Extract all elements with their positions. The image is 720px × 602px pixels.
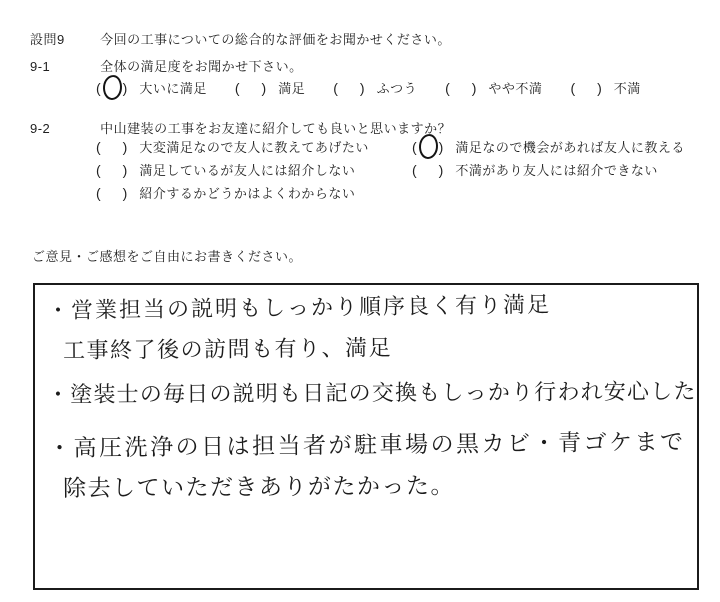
option-satisfied-no-referral (96, 162, 355, 179)
comments-box (33, 283, 699, 590)
option-recommend-eagerly (96, 139, 369, 156)
question-9-number: 設問9 (30, 32, 65, 47)
option-label: 満足しているが友人には紹介しない (139, 163, 356, 178)
paren-close: ) (122, 80, 128, 96)
paren-close: ) (438, 162, 444, 178)
option-9-2-right-1 (412, 162, 686, 179)
option-unsure-about-referral (96, 185, 355, 202)
option-dissatisfied-no-referral (412, 162, 658, 179)
option-label: 不満 (613, 81, 641, 96)
question-9-2-number: 9-2 (30, 121, 51, 136)
paren-open: ( (412, 162, 417, 178)
paren-close: ) (261, 80, 267, 96)
paren-open: ( (445, 80, 450, 96)
option-9-1-neutral (333, 80, 417, 97)
option-label: ふつう (376, 81, 418, 96)
answer-slot (417, 162, 439, 179)
question-9-1-text: 全体の満足度をお聞かせ下さい。 (100, 59, 303, 74)
paren-open: ( (234, 80, 240, 96)
question-9-1-row (30, 56, 303, 75)
option-label: 紹介するかどうかはよくわからない (139, 186, 356, 201)
answer-slot (450, 80, 472, 97)
option-9-2-right-0 (412, 139, 713, 156)
comments-heading: ご意見・ご感想をご自由にお書きください。 (32, 249, 303, 264)
paren-open: ( (96, 139, 101, 155)
answer-slot (338, 80, 360, 97)
answer-slot (101, 162, 123, 179)
answer-slot (575, 80, 597, 97)
answer-slot (101, 80, 123, 97)
question-9-1-number: 9-1 (30, 59, 51, 74)
paren-close: ) (597, 80, 602, 96)
handwritten-circle-mark (101, 74, 123, 101)
option-label: 満足なので機会があれば友人に教える (455, 140, 685, 155)
option-recommend-if-chance (412, 139, 685, 156)
option-9-1-satisfied (235, 80, 305, 97)
question-9-text: 今回の工事についての総合的な評価をお聞かせください。 (100, 32, 451, 47)
option-label: 不満があり友人には紹介できない (455, 163, 658, 178)
question-9-row (30, 29, 451, 48)
handwritten-circle-mark (417, 133, 439, 160)
option-9-2-left-2 (96, 185, 383, 202)
option-label: 大変満足なので友人に教えてあげたい (139, 140, 369, 155)
option-label: 大いに満足 (139, 81, 207, 96)
option-9-1-somewhat-dissatisfied (445, 80, 542, 97)
paren-close: ) (359, 80, 365, 96)
paren-close: ) (438, 139, 444, 155)
option-9-1-dissatisfied (570, 80, 640, 97)
paren-open: ( (96, 162, 101, 178)
option-9-2-left-0 (96, 139, 397, 156)
handwritten-line-3: ・塗装士の毎日の説明も日記の交換もしっかり行われ安心した (46, 379, 697, 408)
paren-open: ( (570, 80, 576, 96)
option-label: やや不満 (488, 81, 543, 96)
answer-slot (417, 139, 439, 156)
paren-open: ( (333, 80, 338, 96)
paren-open: ( (96, 185, 101, 201)
handwritten-line-5: 除去していただきありがたかった。 (62, 473, 456, 502)
paren-open: ( (412, 139, 417, 155)
answer-slot (101, 185, 123, 202)
answer-slot (101, 139, 123, 156)
option-label: 満足 (278, 81, 306, 96)
paren-close: ) (122, 162, 128, 178)
option-9-1-very-satisfied (96, 80, 207, 97)
handwritten-line-4: ・高圧洗浄の日は担当者が駐車場の黒カビ・青ゴケまで (47, 429, 686, 462)
paren-close: ) (122, 185, 128, 201)
answer-slot (240, 80, 262, 97)
paren-close: ) (471, 80, 477, 96)
handwritten-line-1: ・営業担当の説明もしっかり順序良く有り満足 (46, 292, 552, 324)
question-9-2-row (30, 118, 451, 137)
option-9-2-left-1 (96, 162, 383, 179)
question-9-1-options (96, 80, 641, 97)
handwritten-line-2: 工事終了後の訪問も有り、満足 (62, 336, 393, 364)
question-9-2-text: 中山建装の工事をお友達に紹介しても良いと思いますか？ (100, 121, 452, 136)
paren-open: ( (96, 80, 101, 96)
paren-close: ) (122, 139, 128, 155)
